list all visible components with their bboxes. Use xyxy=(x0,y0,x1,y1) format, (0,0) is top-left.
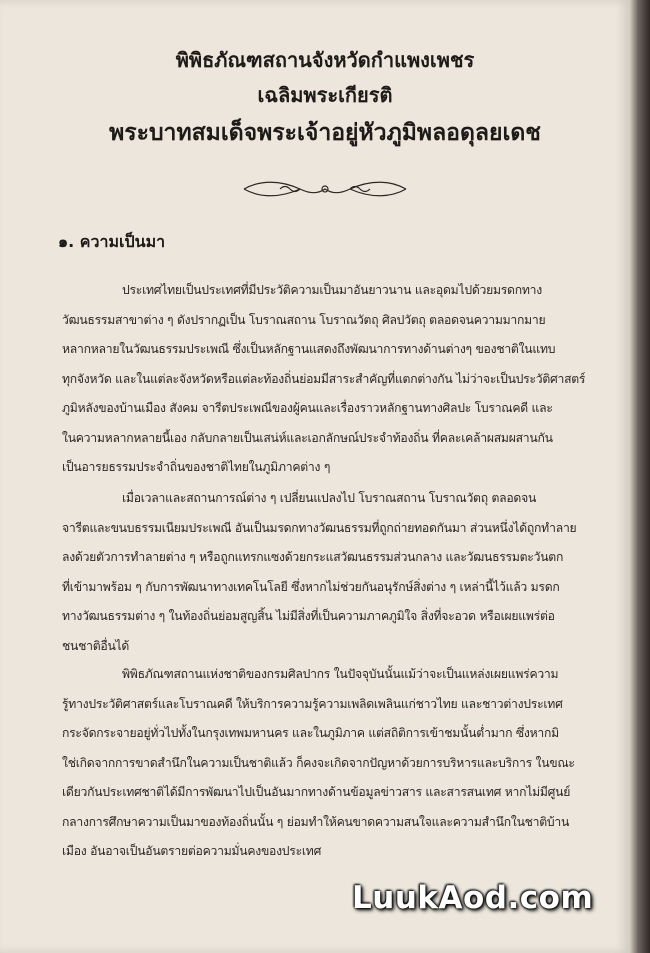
paragraph-line: วัฒนธรรมสาขาต่าง ๆ ดังปรากฏเป็น โบราณสถาน โบราณวัตถุ ศิลปวัตถุ ตลอดจนความมากมาย xyxy=(62,312,546,327)
paragraph-2 xyxy=(62,484,612,661)
paragraph-3 xyxy=(62,660,612,867)
paragraph-line: กลางการศึกษาความเป็นมาของท้องถิ่นนั้น ๆ ย่อมทำให้คนขาดความสนใจและความสำนึกในชาติบ้าน xyxy=(62,814,570,829)
paragraph-1 xyxy=(62,276,612,483)
paragraph-line: เดียวกันประเทศชาติได้มีการพัฒนาไปเป็นอันมากทางด้านข้อมูลข่าวสาร และสารสนเทศ หากไม่มีศูนย์ xyxy=(62,785,571,799)
paragraph-line: ประเทศไทยเป็นประเทศที่มีประวัติความเป็นมาอันยาวนาน และอุดมไปด้วยมรดกทาง xyxy=(122,283,542,297)
paragraph-line: ทางวัฒนธรรมต่าง ๆ ในท้องถิ่นย่อมสูญสิ้น ไม่มีสิ่งที่เป็นความภาคภูมิใจ สิ่งที่จะอวด หรือเผยแพร่ต่อ xyxy=(62,609,555,623)
paragraph-line: กระจัดกระจายอยู่ทั่วไปทั้งในกรุงเทพมหานคร และในภูมิภาค แต่สถิติการเข้าชมนั้นต่ำมาก ซึ่งหากมิ xyxy=(62,726,559,740)
title-honour: เฉลิมพระเกียรติ xyxy=(257,83,393,107)
paragraph-line: หลากหลายในวัฒนธรรมประเพณี ซึ่งเป็นหลักฐานแสดงถึงพัฒนาการทางด้านต่างๆ ของชาติในแทบ xyxy=(62,342,556,356)
paragraph-line: ภูมิหลังของบ้านเมือง สังคม จารีตประเพณีของผู้คนและเรื่องราวหลักฐานทางศิลปะ โบราณคดี และ xyxy=(62,401,553,415)
paragraph-line: ใช่เกิดจากการขาดสำนึกในความเป็นชาติแล้ว ก็คงจะเกิดจากปัญหาด้วยการบริหารและบริการ ในขณะ xyxy=(62,755,575,770)
paragraph-line: เมื่อเวลาและสถานการณ์ต่าง ๆ เปลี่ยนแปลงไป โบราณสถาน โบราณวัตถุ ตลอดจน xyxy=(122,491,537,505)
paragraph-line: พิพิธภัณฑสถานแห่งชาติของกรมศิลปากร ในปัจจุบันนั้นแม้ว่าจะเป็นแหล่งเผยแพร่ความ xyxy=(122,667,559,681)
paragraph-line: จารีตและขนบธรรมเนียมประเพณี อันเป็นมรดกทางวัฒนธรรมที่ถูกถ่ายทอดกันมา ส่วนหนึ่งได้ถูกทำลาย xyxy=(62,520,577,535)
paragraph-line: เมือง อันอาจเป็นอันตรายต่อความมั่นคงของประเทศ xyxy=(62,844,322,858)
paragraph-line: ที่เข้ามาพร้อม ๆ กับการพัฒนาทางเทคโนโลยี ซึ่งหากไม่ช่วยกันอนุรักษ์สิ่งต่าง ๆ เหล่านี้ไว้แล้ว มรดก xyxy=(62,579,560,594)
title-king: พระบาทสมเด็จพระเจ้าอยู่หัวภูมิพลอดุลยเดช xyxy=(109,120,541,146)
paragraph-line: ในความหลากหลายนี้เอง กลับกลายเป็นเสน่ห์และเอกลักษณ์ประจำท้องถิ่น ที่คละเคล้าผสมผสานกัน xyxy=(62,430,553,445)
title-museum: พิพิธภัณฑสถานจังหวัดกำแพงเพชร xyxy=(175,48,475,72)
paragraph-line: ทุกจังหวัด และในแต่ละจังหวัดหรือแต่ละท้องถิ่นย่อมมีสาระสำคัญที่แตกต่างกัน ไม่ว่าจะเป็นประวัติศาสตร์ xyxy=(62,371,586,386)
paragraph-line: รู้ทางประวัติศาสตร์และโบราณคดี ให้บริการความรู้ความเพลิดเพลินแก่ชาวไทย และชาวต่างประเทศ xyxy=(62,696,563,711)
title-block xyxy=(0,42,650,154)
section-heading: ๑. ความเป็นมา xyxy=(58,232,166,251)
decorative-divider-ornament xyxy=(240,178,410,200)
watermark-text: LuukAod.com xyxy=(352,880,594,916)
paragraph-line: เป็นอารยธรรมประจำถิ่นของชาติไทยในภูมิภาคต่าง ๆ xyxy=(62,460,331,474)
paragraph-line: ชนชาติอื่นได้ xyxy=(62,638,130,653)
paragraph-line: ลงด้วยตัวการทำลายต่าง ๆ หรือถูกแทรกแซงด้วยกระแสวัฒนธรรมส่วนกลาง และวัฒนธรรมตะวันตก xyxy=(62,550,564,564)
